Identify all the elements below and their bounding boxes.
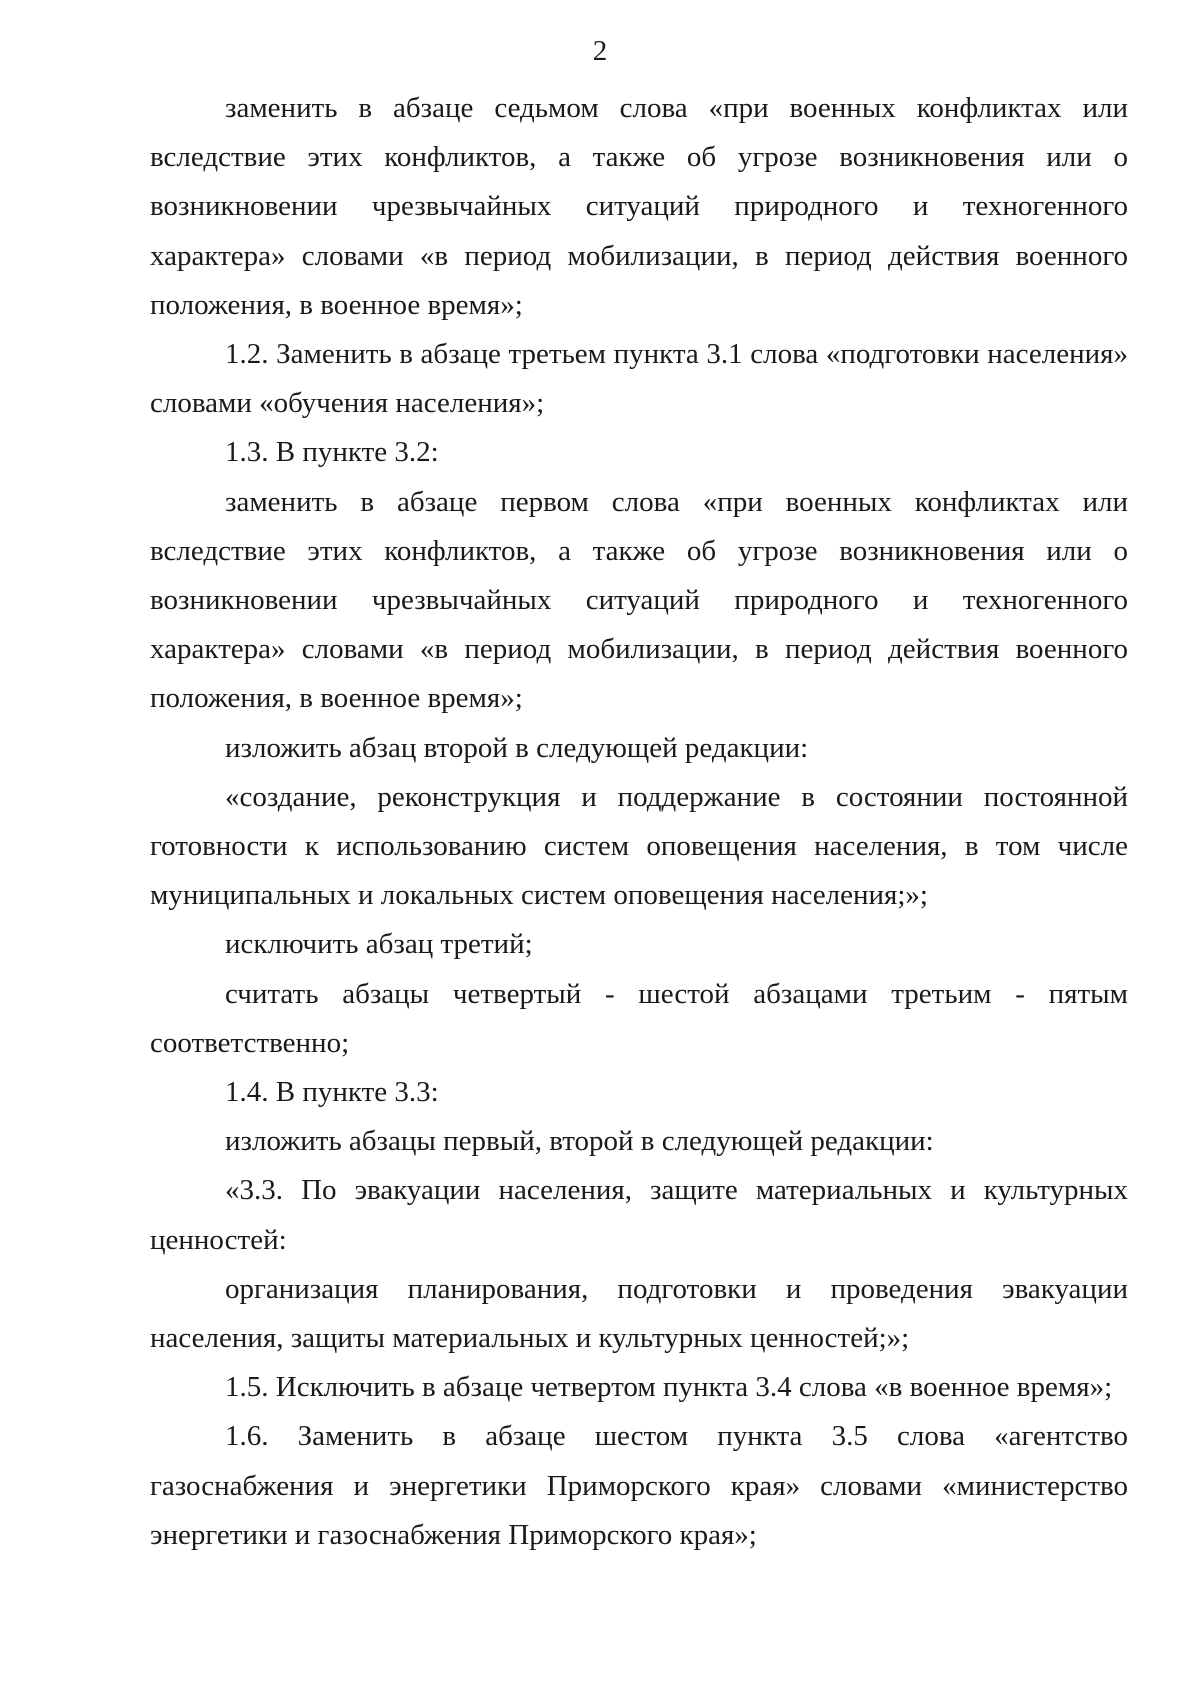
paragraph-item-1-3-heading: 1.3. В пункте 3.2: (225, 436, 439, 469)
paragraph-quoted-evacuation: «3.3. По эвакуации населения, защите материальных и культурных ценностей: (150, 1174, 1128, 1256)
paragraph-item-1-4-heading: 1.4. В пункте 3.3: (225, 1076, 439, 1109)
paragraph-item-1-6: 1.6. Заменить в абзаце шестом пункта 3.5 слова «агентство газоснабжения и энергетики Приморского края» словами «министерство энергетики и газоснабжения Приморского края»; (150, 1420, 1128, 1551)
paragraph-quoted-warning-systems: «создание, реконструкция и поддержание в состоянии постоянной готовности к использованию систем оповещения населения, в том числе муниципальных и локальных систем оповещения населения;»; (150, 780, 1128, 912)
paragraph-item-1-2: 1.2. Заменить в абзаце третьем пункта 3.1 слова «подготовки населения» словами «обучения населения»; (150, 338, 1128, 420)
document-body (150, 84, 1128, 1560)
page-number: 2 (592, 35, 608, 67)
paragraph-exclude-third: исключить абзац третий; (225, 928, 533, 961)
paragraph-item-1-5: 1.5. Исключить в абзаце четвертом пункта 3.4 слова «в военное время»; (225, 1371, 1113, 1404)
paragraph-state-first-second: изложить абзацы первый, второй в следующей редакции: (225, 1125, 934, 1158)
paragraph-state-second: изложить абзац второй в следующей редакции: (225, 731, 809, 764)
paragraph-replace-first: заменить в абзаце первом слова «при военных конфликтах или вследствие этих конфликтов, а также об угрозе возникновения или о возникновении чрезвычайных ситуаций природного и техногенного характера» словами «в период мобилизации, в период действия военного положения, в военное время»; (150, 485, 1128, 715)
paragraph-replace-seventh: заменить в абзаце седьмом слова «при военных конфликтах или вследствие этих конфликтов, а также об угрозе возникновения или о возникновении чрезвычайных ситуаций природного и техногенного характера» словами «в период мобилизации, в период действия военного положения, в военное время»; (150, 92, 1128, 321)
paragraph-evacuation-planning: организация планирования, подготовки и проведения эвакуации населения, защиты материальных и культурных ценностей;»; (150, 1272, 1128, 1355)
paragraph-renumber: считать абзацы четвертый - шестой абзацами третьим - пятым соответственно; (150, 977, 1128, 1059)
